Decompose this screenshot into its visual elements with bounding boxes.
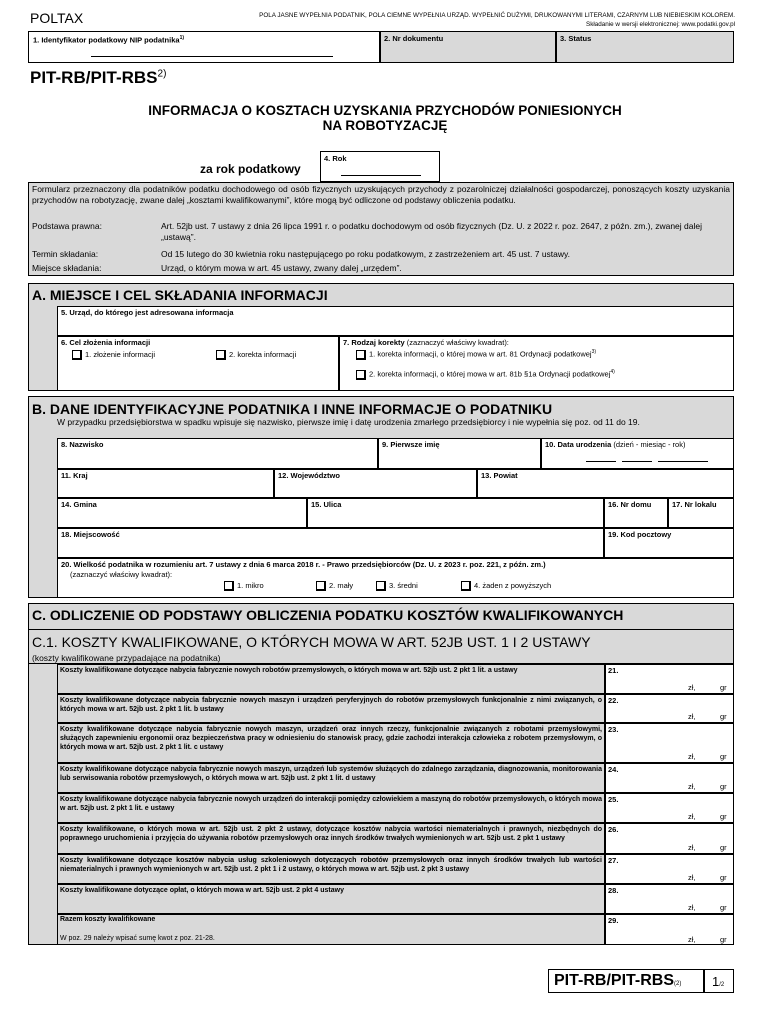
commune-label: 14. Gmina (61, 500, 97, 509)
cost-row-number: 28. (608, 886, 619, 895)
postal-code-field[interactable] (604, 528, 734, 558)
form-title: INFORMACJA O KOSZTACH UZYSKANIA PRZYCHODÓW PONIESIONYCH NA ROBOTYZACJĘ (148, 103, 622, 133)
birth-date-label: 10. Data urodzenia (dzień - miesiąc - rok) (545, 440, 686, 449)
zl-label: zł, (688, 683, 696, 692)
street-field[interactable] (307, 498, 604, 528)
cost-row-number: 27. (608, 856, 619, 865)
checkbox-icon[interactable] (316, 581, 326, 591)
county-field[interactable] (477, 469, 734, 498)
birth-year-line (658, 455, 708, 462)
cost-row-description: Koszty kwalifikowane dotyczące nabycia fabrycznie nowych robotów przemysłowych, o których mowa w art. 52jb ust. 2 pkt 1 lit. a ustawy (57, 664, 605, 694)
cost-row-value-field[interactable] (605, 854, 734, 884)
cost-row-number: 22. (608, 696, 619, 705)
birth-month-line (622, 455, 652, 462)
voivodeship-field[interactable] (274, 469, 477, 498)
electronic-filing-note: Składanie w wersji elektronicznej: www.podatki.gov.pl (586, 21, 735, 28)
cost-row-description: Koszty kwalifikowane dotyczące nabycia fabrycznie nowych maszyn, urządzeń oraz innych rzeczy, funkcjonalnie związanych z robotami przemysłowymi, służących zapewnieniu ergonomii oraz bezpieczeństwa pracy w odniesieniu do stanowisk pracy, gdzie zachodzi interakcja człowieka z robotem przemysłowym, o których mowa w art. 52jb ust. 2 pkt 1 lit. c ustawy (57, 723, 605, 763)
zl-label: zł, (688, 843, 696, 852)
nip-field[interactable] (28, 31, 380, 63)
legal-basis-label: Podstawa prawna: (32, 221, 102, 231)
postal-code-label: 19. Kod pocztowy (608, 530, 672, 539)
nip-label: 1. Identyfikator podatkowy NIP podatnika$^{1)}$ (33, 35, 185, 45)
place-label: Miejsce składania: (32, 263, 102, 273)
cost-row-value-field[interactable] (605, 723, 734, 763)
cost-row-number: 23. (608, 725, 619, 734)
status-label: 3. Status (560, 34, 592, 43)
purpose-field (57, 336, 339, 391)
document-number-field (380, 31, 556, 63)
first-name-label: 9. Pierwsze imię (382, 440, 440, 449)
document-number-label: 2. Nr dokumentu (384, 34, 444, 43)
apartment-number-label: 17. Nr lokalu (672, 500, 717, 509)
zl-label: zł, (688, 782, 696, 791)
checkbox-icon[interactable] (72, 350, 82, 360)
zl-label: zł, (688, 752, 696, 761)
cost-row-description: Koszty kwalifikowane dotyczące kosztów nabycia usług szkoleniowych dotyczących robotów przemysłowych oraz innych środków trwałych lub wartości niematerialnych i prawnych wymienionych w art. 52jb ust. 2 pkt 1 i 2 ustawy, o których mowa w art. 52jb ust. 2 pkt 3 ustawy (57, 854, 605, 884)
year-input-line (341, 169, 421, 176)
fill-instruction: POLA JASNE WYPEŁNIA PODATNIK, POLA CIEMNE WYPEŁNIA URZĄD. WYPEŁNIĆ DUŻYMI, DRUKOWANYMI LITERAMI, CZARNYM LUB NIEBIESKIM KOLOREM. (259, 12, 735, 19)
page-number (704, 969, 734, 993)
office-field[interactable] (57, 306, 734, 336)
city-field[interactable] (57, 528, 604, 558)
size-option-none[interactable]: 4. żaden z powyższych (461, 581, 551, 591)
section-c1-note: (koszty kwalifikowane przypadające na podatnika) (32, 653, 221, 663)
taxpayer-size-note: (zaznaczyć właściwy kwadrat): (70, 570, 173, 579)
footer-code: PIT-RB/PIT-RBS(2) (554, 972, 682, 989)
checkbox-icon[interactable] (461, 581, 471, 591)
zl-label: zł, (688, 903, 696, 912)
correction-option-2[interactable]: 2. korekta informacji, o której mowa w art. 81b §1a Ordynacji podatkowej$^{4)}$ (356, 369, 615, 380)
deadline-label: Termin składania: (32, 249, 99, 259)
cost-row-number: 21. (608, 666, 619, 675)
gr-label: gr (720, 873, 727, 882)
page-number-text: 1/2 (712, 974, 725, 989)
street-label: 15. Ulica (311, 500, 342, 509)
house-number-label: 16. Nr domu (608, 500, 652, 509)
total-row-label (57, 914, 605, 945)
checkbox-icon[interactable] (356, 370, 366, 380)
county-label: 13. Powiat (481, 471, 518, 480)
correction-type-field (339, 336, 734, 391)
birth-day-line (586, 455, 616, 462)
office-label: 5. Urząd, do którego jest adresowana informacja (61, 308, 234, 317)
purpose-option-1[interactable]: 1. złożenie informacji (72, 350, 155, 360)
commune-field[interactable] (57, 498, 307, 528)
cost-row-value-field[interactable] (605, 823, 734, 854)
gr-label: gr (720, 843, 727, 852)
poltax-label: POLTAX (30, 10, 84, 26)
section-a-title: A. MIEJSCE I CEL SKŁADANIA INFORMACJI (32, 287, 328, 303)
footer-form-code (548, 969, 704, 993)
legal-basis-text: Art. 52jb ust. 7 ustawy z dnia 26 lipca 1991 r. o podatku dochodowym od osób fizycznych (Dz. U. z 2022 r. poz. 2647, z późn. zm.), zwanej dalej „ustawą”. (161, 221, 702, 242)
first-name-field[interactable] (378, 438, 541, 469)
cost-row-value-field[interactable] (605, 664, 734, 694)
status-field (556, 31, 734, 63)
purpose-option-2[interactable]: 2. korekta informacji (216, 350, 296, 360)
gr-label: gr (720, 752, 727, 761)
cost-row-number: 24. (608, 765, 619, 774)
total-label: Razem koszty kwalifikowane (60, 916, 156, 923)
section-b-title: B. DANE IDENTYFIKACYJNE PODATNIKA I INNE INFORMACJE O PODATNIKU (32, 401, 553, 417)
tax-year-field[interactable] (320, 151, 440, 182)
size-option-medium[interactable]: 3. średni (376, 581, 418, 591)
section-c1-header (28, 629, 734, 664)
surname-field[interactable] (57, 438, 378, 469)
size-option-micro[interactable]: 1. mikro (224, 581, 264, 591)
gr-label: gr (720, 812, 727, 821)
intro-text: Formularz przeznaczony dla podatników podatku dochodowego od osób fizycznych uzyskujących przychody z pozarolniczej działalności gospodarczej, ponoszących koszty uzyskania przychodów na robotyzację, zwane dalej „kosztami kwalifikowanymi”, które mogą być odliczone od podstawy obliczenia podatku. (32, 184, 730, 205)
checkbox-icon[interactable] (376, 581, 386, 591)
cost-row-value-field[interactable] (605, 694, 734, 723)
zl-label: zł, (688, 712, 696, 721)
gr-label: gr (720, 683, 727, 692)
taxpayer-size-label: 20. Wielkość podatnika w rozumieniu art. 7 ustawy z dnia 6 marca 2018 r. - Prawo przedsiębiorców (Dz. U. z 2023 r. poz. 221, z późn. zm.) (61, 560, 546, 569)
zl-label: zł, (688, 935, 696, 944)
nip-input-line (91, 50, 333, 57)
zl-label: zł, (688, 873, 696, 882)
section-c-title: C. ODLICZENIE OD PODSTAWY OBLICZENIA PODATKU KOSZTÓW KWALIFIKOWANYCH (32, 607, 624, 623)
size-option-small[interactable]: 2. mały (316, 581, 353, 591)
total-value-field[interactable] (605, 914, 734, 945)
section-c1-title: C.1. KOSZTY KWALIFIKOWANE, O KTÓRYCH MOWA W ART. 52JB UST. 1 I 2 USTAWY (32, 634, 591, 650)
total-note: W poz. 29 należy wpisać sumę kwot z poz. 21-28. (60, 935, 215, 942)
gr-label: gr (720, 712, 727, 721)
cost-row-description: Koszty kwalifikowane, o których mowa w art. 52jb ust. 2 pkt 2 ustawy, dotyczące kosztów nabycia wartości niematerialnych i prawnych, niezbędnych do poprawnego uruchomienia i przyjęcia do używania robotów przemysłowych oraz innych środków trwałych wymienionych w art. 52jb ust. 2 pkt 1 ustawy (57, 823, 605, 854)
gr-label: gr (720, 935, 727, 944)
voivodeship-label: 12. Województwo (278, 471, 340, 480)
deadline-text: Od 15 lutego do 30 kwietnia roku następującego po roku podatkowym, z zastrzeżeniem art. 45 ust. 7 ustawy. (161, 249, 571, 259)
gr-label: gr (720, 903, 727, 912)
intro-block (28, 182, 734, 276)
taxpayer-size-field (57, 558, 734, 598)
city-label: 18. Miejscowość (61, 530, 120, 539)
checkbox-icon[interactable] (224, 581, 234, 591)
cost-row-description: Koszty kwalifikowane dotyczące nabycia fabrycznie nowych maszyn i urządzeń peryferyjnych do robotów przemysłowych funkcjonalnie z nimi związanych, o których mowa w art. 52jb ust. 2 pkt 1 lit. b ustawy (57, 694, 605, 723)
cost-row-number: 25. (608, 795, 619, 804)
section-b-note: W przypadku przedsiębiorstwa w spadku wpisuje się nazwisko, pierwsze imię i datę urodzenia zmarłego przedsiębiorcy i nie wypełnia się poz. od 11 do 19. (57, 417, 640, 427)
cost-row-value-field[interactable] (605, 793, 734, 823)
apartment-number-field[interactable] (668, 498, 734, 528)
total-number: 29. (608, 916, 619, 925)
zl-label: zł, (688, 812, 696, 821)
gr-label: gr (720, 782, 727, 791)
checkbox-icon[interactable] (356, 350, 366, 360)
house-number-field[interactable] (604, 498, 668, 528)
cost-row-number: 26. (608, 825, 619, 834)
country-field[interactable] (57, 469, 274, 498)
cost-row-description: Koszty kwalifikowane dotyczące opłat, o których mowa w art. 52jb ust. 2 pkt 4 ustawy (57, 884, 605, 914)
cost-row-value-field[interactable] (605, 763, 734, 793)
correction-type-label: 7. Rodzaj korekty (zaznaczyć właściwy kwadrat): (343, 338, 509, 347)
cost-row-description: Koszty kwalifikowane dotyczące nabycia fabrycznie nowych urządzeń do interakcji pomiędzy człowiekiem a maszyną do robotów przemysłowych, o których mowa w art. 52jb ust. 2 pkt 1 lit. e ustawy (57, 793, 605, 823)
place-text: Urząd, o którym mowa w art. 45 ustawy, zwany dalej „urzędem”. (161, 263, 402, 273)
tax-year-label-4: 4. Rok (324, 154, 347, 163)
form-code: PIT-RB/PIT-RBS$^{2)}$ (30, 68, 167, 87)
checkbox-icon[interactable] (216, 350, 226, 360)
country-label: 11. Kraj (61, 471, 88, 480)
correction-option-1[interactable]: 1. korekta informacji, o której mowa w art. 81 Ordynacji podatkowej$^{3)}$ (356, 349, 596, 360)
purpose-label: 6. Cel złożenia informacji (61, 338, 151, 347)
surname-label: 8. Nazwisko (61, 440, 104, 449)
cost-row-value-field[interactable] (605, 884, 734, 914)
tax-year-label: za rok podatkowy (200, 162, 301, 176)
birth-date-field[interactable] (541, 438, 734, 469)
cost-row-description: Koszty kwalifikowane dotyczące nabycia fabrycznie nowych maszyn, urządzeń lub systemów służących do zdalnego zarządzania, diagnozowania, monitorowania lub serwisowania robotów przemysłowych, o których mowa w art. 52jb ust. 2 pkt 1 lit. d ustawy (57, 763, 605, 793)
